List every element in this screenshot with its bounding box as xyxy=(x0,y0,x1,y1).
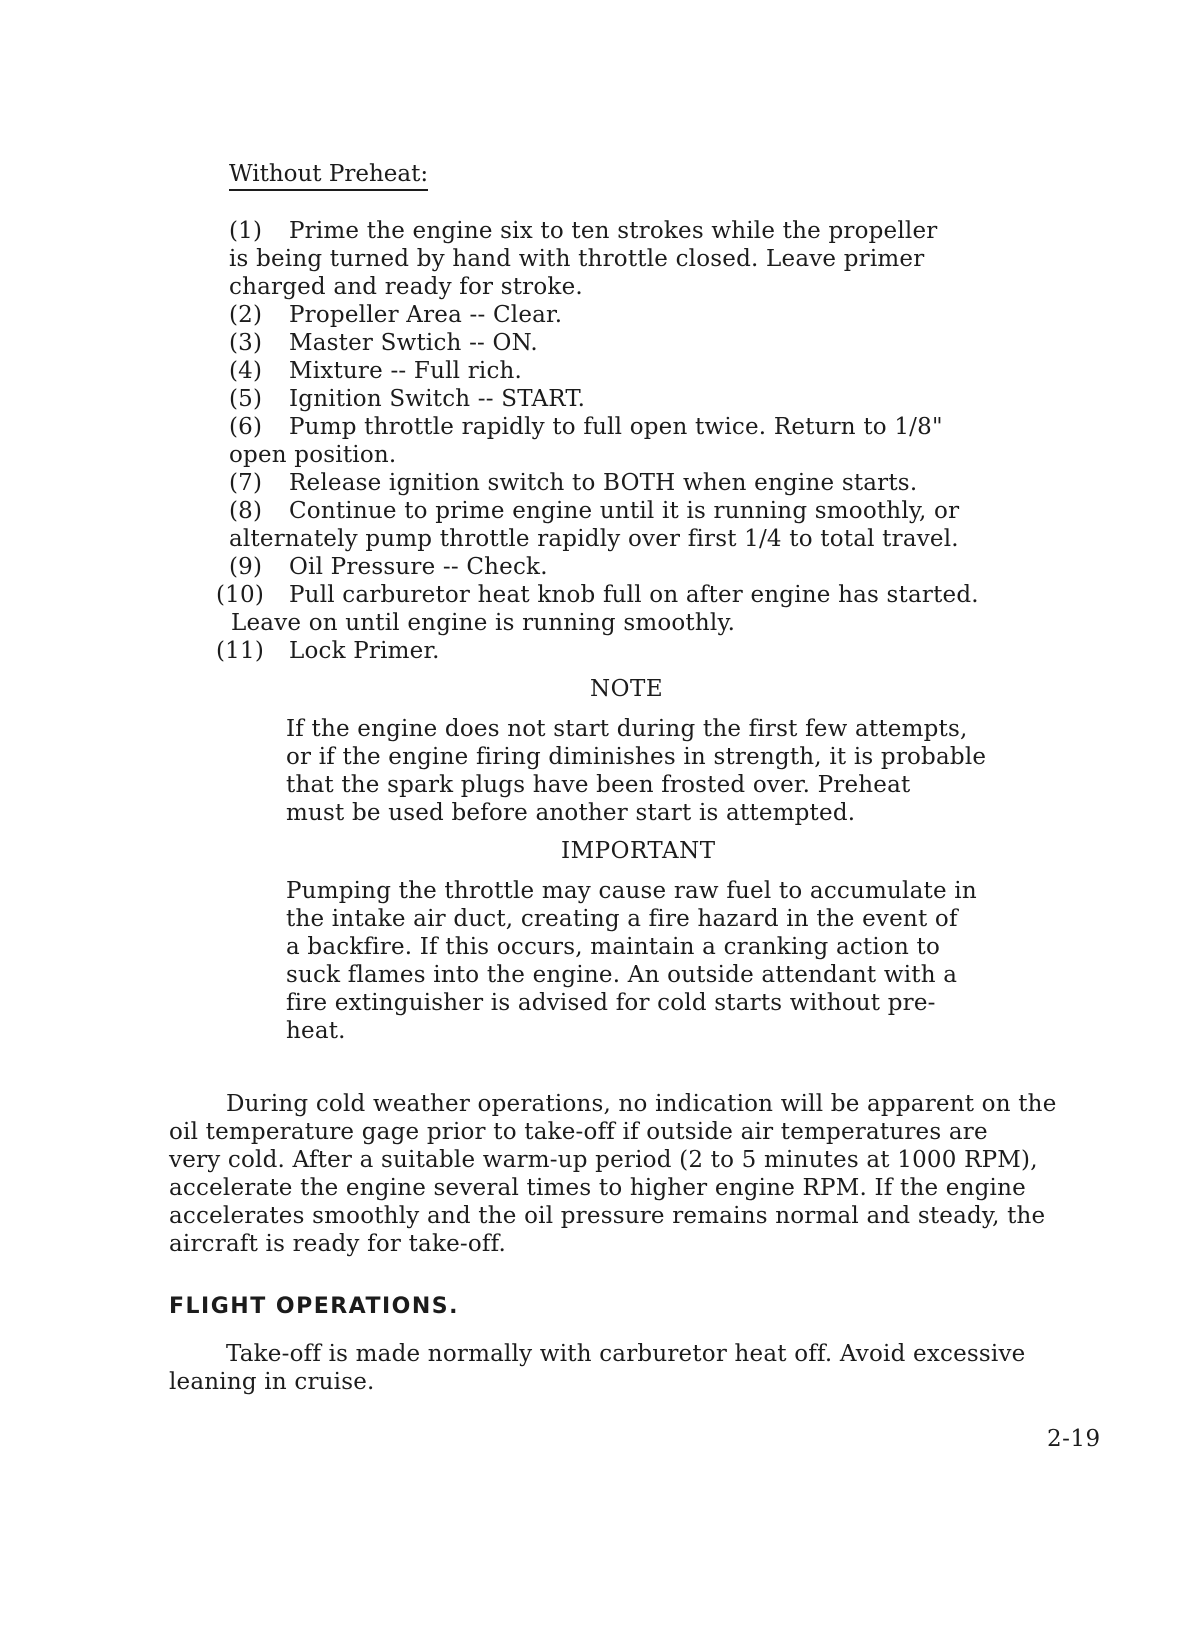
step-6-line-2: open position. xyxy=(229,442,397,468)
step-text: Pull carburetor heat knob full on after engine has started. xyxy=(289,582,979,608)
step-4 xyxy=(229,357,522,385)
page-number: 2-19 xyxy=(1047,1426,1101,1452)
important-line-6: heat. xyxy=(286,1018,346,1044)
step-number: (6) xyxy=(229,414,263,440)
cold-weather-line-5: accelerates smoothly and the oil pressure remains normal and steady, the xyxy=(169,1203,1046,1229)
cold-weather-line-4: accelerate the engine several times to higher engine RPM. If the engine xyxy=(169,1175,1026,1201)
step-text: Continue to prime engine until it is running smoothly, or xyxy=(289,498,960,524)
step-number: (5) xyxy=(229,386,263,412)
note-line-2: or if the engine firing diminishes in strength, it is probable xyxy=(286,744,987,770)
note-line-4: must be used before another start is attempted. xyxy=(286,800,856,826)
step-text: Mixture -- Full rich. xyxy=(289,358,523,384)
step-11 xyxy=(216,637,440,665)
step-number: (1) xyxy=(229,218,263,244)
important-line-4: suck flames into the engine. An outside attendant with a xyxy=(286,962,958,988)
step-text: Prime the engine six to ten strokes while the propeller xyxy=(289,218,938,244)
step-number: (3) xyxy=(229,330,263,356)
step-3 xyxy=(229,329,538,357)
step-text: Oil Pressure -- Check. xyxy=(289,554,548,580)
section-title: Without Preheat: xyxy=(229,160,428,191)
important-line-5: fire extinguisher is advised for cold starts without pre- xyxy=(286,990,936,1016)
cold-weather-line-1: During cold weather operations, no indication will be apparent on the xyxy=(226,1091,1057,1117)
step-text: Master Swtich -- ON. xyxy=(289,330,538,356)
note-heading: NOTE xyxy=(590,676,664,702)
step-text: Ignition Switch -- START. xyxy=(289,386,586,412)
step-8-line-2: alternately pump throttle rapidly over first 1/4 to total travel. xyxy=(229,526,959,552)
step-text: Pump throttle rapidly to full open twice. Return to 1/8" xyxy=(289,414,943,440)
step-10-line-2: Leave on until engine is running smoothly. xyxy=(231,610,736,636)
cold-weather-line-6: aircraft is ready for take-off. xyxy=(169,1231,507,1257)
step-1-line-2: is being turned by hand with throttle closed. Leave primer xyxy=(229,246,925,272)
important-line-3: a backfire. If this occurs, maintain a cranking action to xyxy=(286,934,940,960)
important-line-2: the intake air duct, creating a fire hazard in the event of xyxy=(286,906,958,932)
cold-weather-line-3: very cold. After a suitable warm-up period (2 to 5 minutes at 1000 RPM), xyxy=(169,1147,1038,1173)
step-number: (4) xyxy=(229,358,263,384)
step-1-line-3: charged and ready for stroke. xyxy=(229,274,583,300)
step-number: (9) xyxy=(229,554,263,580)
step-number: (10) xyxy=(216,582,265,608)
step-number: (11) xyxy=(216,638,265,664)
flight-operations-heading: FLIGHT OPERATIONS. xyxy=(169,1294,459,1319)
important-line-1: Pumping the throttle may cause raw fuel to accumulate in xyxy=(286,878,977,904)
step-7 xyxy=(229,469,917,497)
step-10-line-1 xyxy=(216,581,979,609)
step-text: Release ignition switch to BOTH when engine starts. xyxy=(289,470,918,496)
step-number: (2) xyxy=(229,302,263,328)
step-9 xyxy=(229,553,548,581)
step-text: Lock Primer. xyxy=(289,638,440,664)
step-8-line-1 xyxy=(229,497,959,525)
step-text: Propeller Area -- Clear. xyxy=(289,302,563,328)
step-1-line-1 xyxy=(229,217,937,245)
note-line-1: If the engine does not start during the first few attempts, xyxy=(286,716,968,742)
flight-operations-line-2: leaning in cruise. xyxy=(169,1369,375,1395)
important-heading: IMPORTANT xyxy=(561,838,716,864)
step-number: (8) xyxy=(229,498,263,524)
note-line-3: that the spark plugs have been frosted over. Preheat xyxy=(286,772,911,798)
step-6-line-1 xyxy=(229,413,943,441)
step-number: (7) xyxy=(229,470,263,496)
step-2 xyxy=(229,301,562,329)
flight-operations-line-1: Take-off is made normally with carburetor heat off. Avoid excessive xyxy=(226,1341,1026,1367)
step-5 xyxy=(229,385,585,413)
cold-weather-line-2: oil temperature gage prior to take-off if outside air temperatures are xyxy=(169,1119,988,1145)
